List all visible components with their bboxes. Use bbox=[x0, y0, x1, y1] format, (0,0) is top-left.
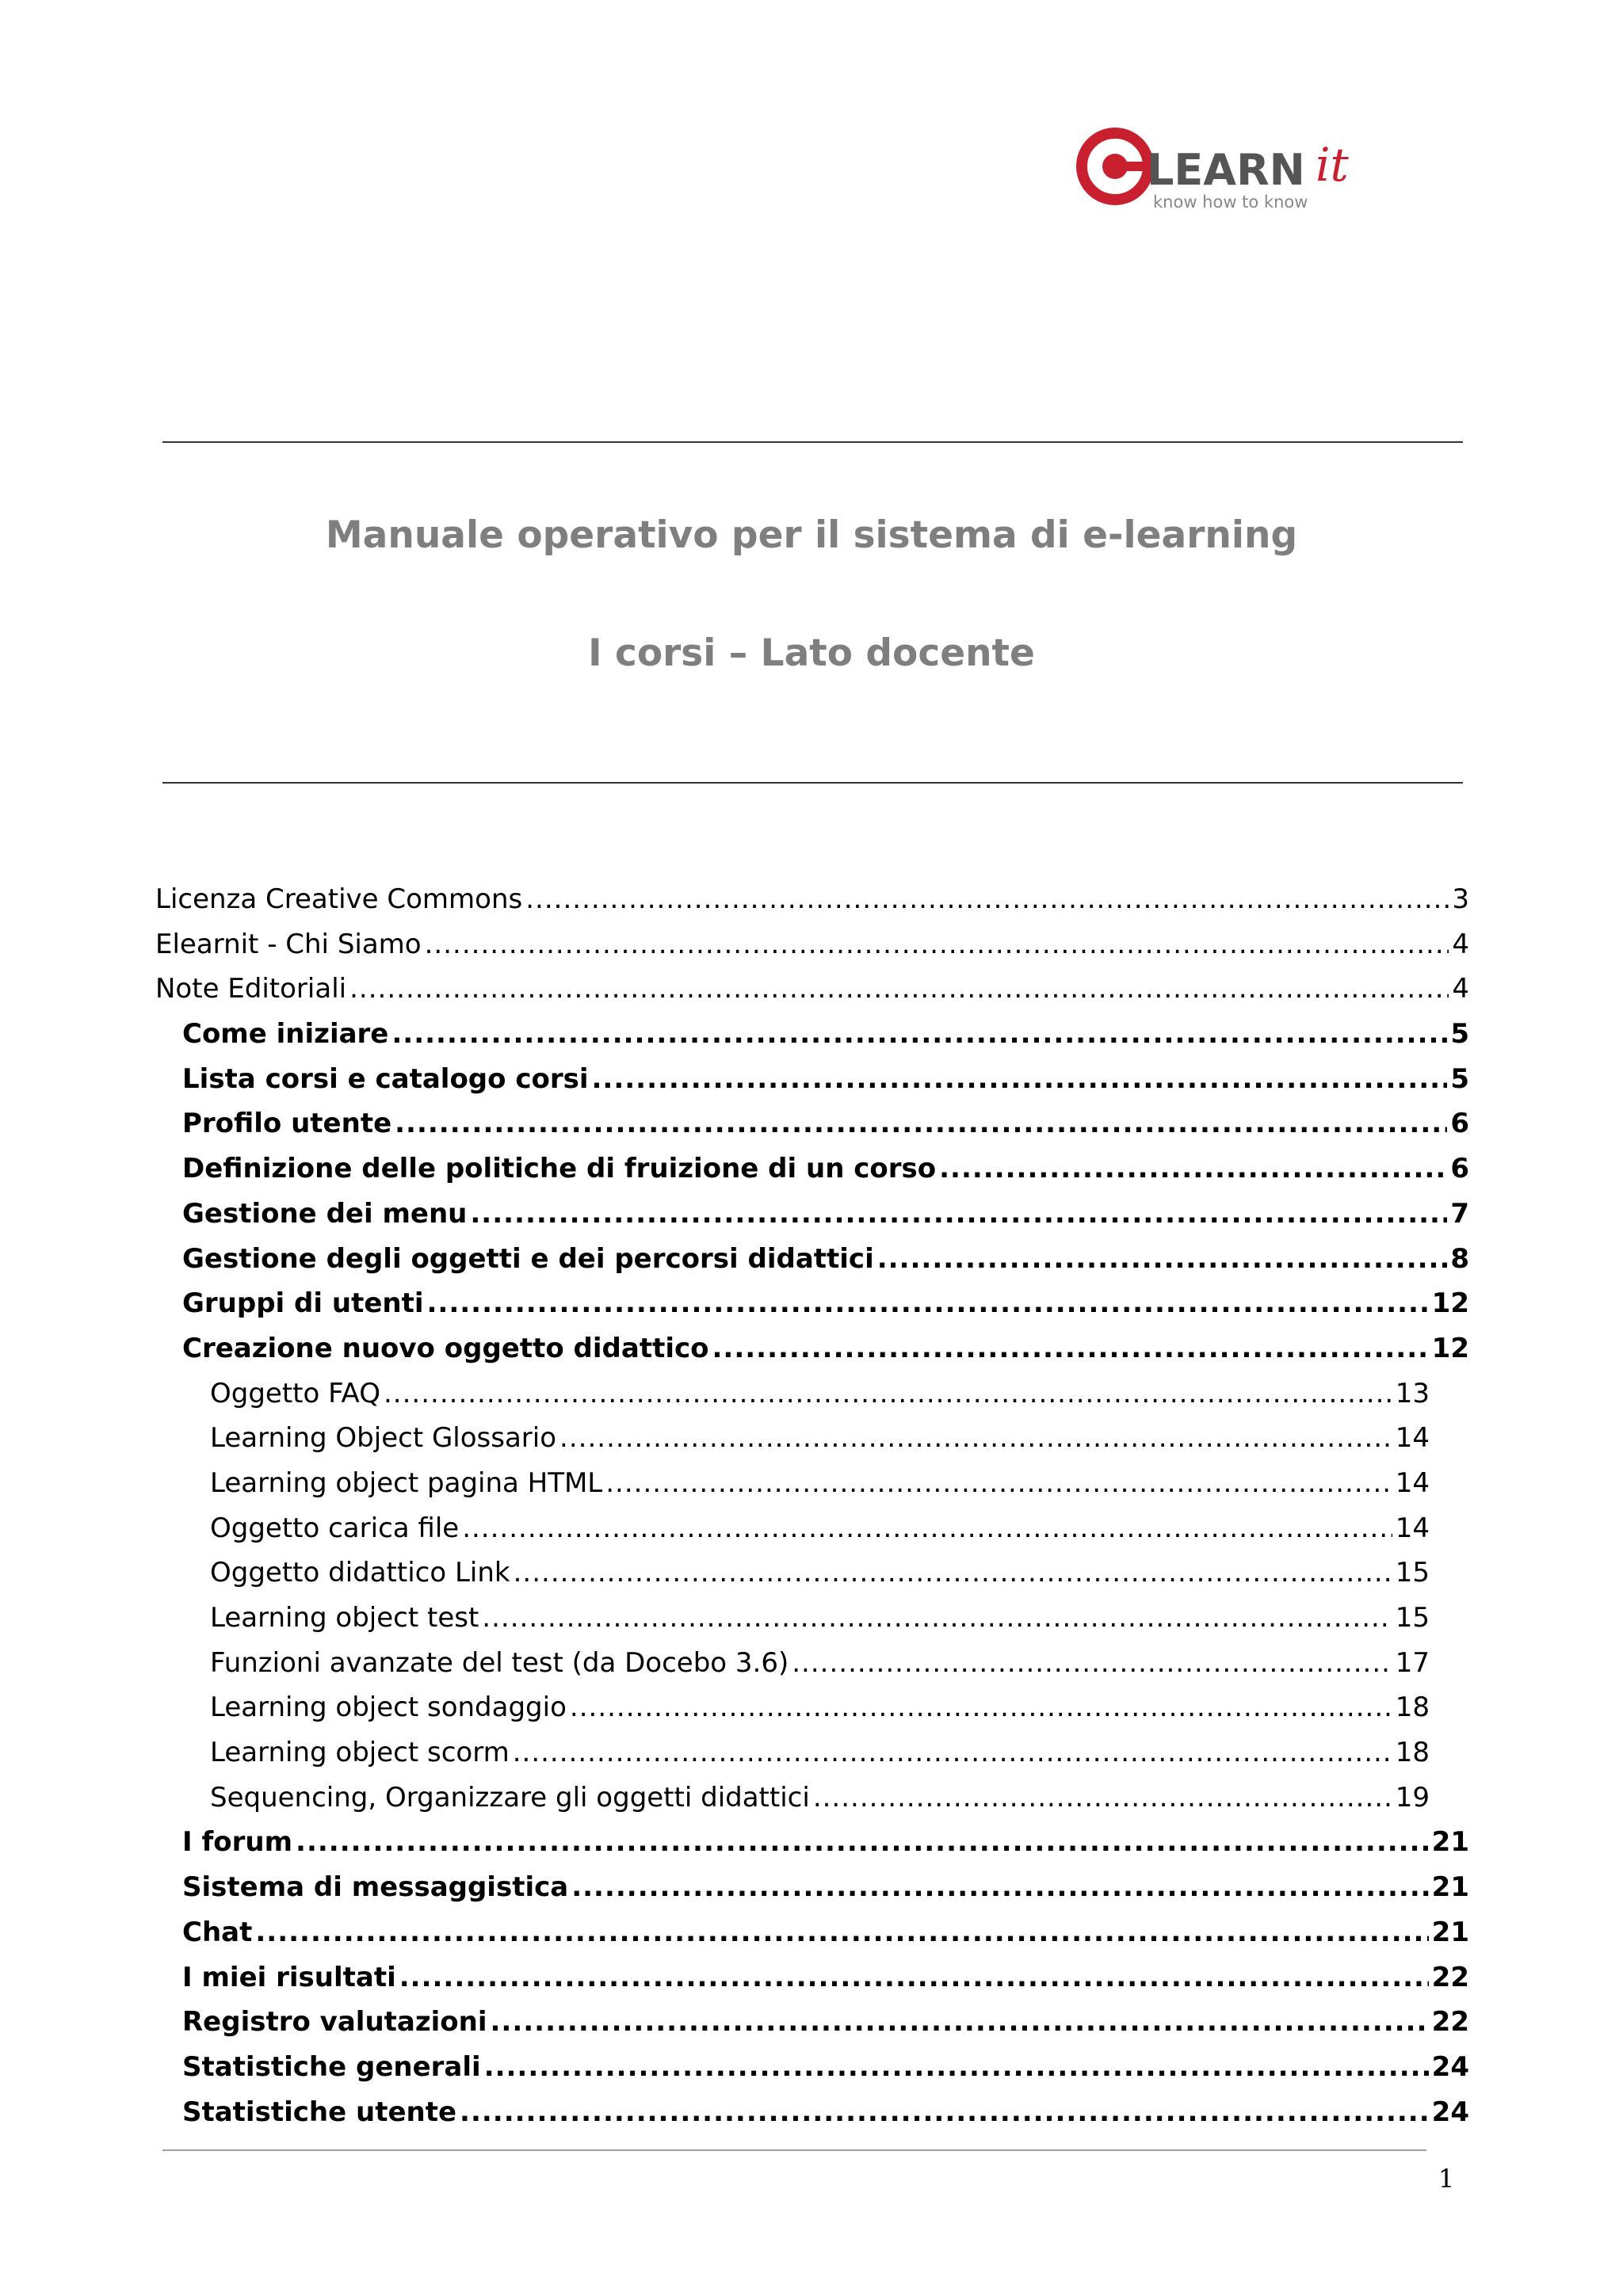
toc-entry-page: 22 bbox=[1431, 1961, 1469, 1993]
toc-entry-title: Come iniziare bbox=[182, 1018, 389, 1051]
toc-dot-leader bbox=[513, 1730, 1392, 1775]
toc-entry-title: Licenza Creative Commons bbox=[155, 883, 523, 915]
logo-tagline: know how to know bbox=[1153, 193, 1308, 212]
toc-entry[interactable] bbox=[155, 2045, 1469, 2090]
toc-entry-page: 24 bbox=[1431, 2096, 1469, 2128]
toc-dot-leader bbox=[514, 1550, 1392, 1596]
toc-dot-leader bbox=[255, 1910, 1428, 1955]
toc-entry-page: 21 bbox=[1431, 1916, 1469, 1948]
toc-dot-leader bbox=[570, 1685, 1392, 1730]
toc-dot-leader bbox=[877, 1237, 1448, 1282]
page-number: 1 bbox=[1438, 2164, 1455, 2194]
toc-entry-title: Chat bbox=[182, 1916, 253, 1948]
toc-entry-title: Learning object scorm bbox=[210, 1737, 510, 1769]
toc-entry-title: I forum bbox=[182, 1826, 293, 1859]
toc-entry[interactable] bbox=[155, 1416, 1430, 1461]
toc-dot-leader bbox=[391, 1012, 1447, 1057]
toc-entry[interactable] bbox=[155, 1685, 1430, 1730]
toc-entry-page: 18 bbox=[1395, 1691, 1430, 1724]
toc-dot-leader bbox=[605, 1461, 1392, 1506]
toc-entry-page: 15 bbox=[1395, 1557, 1430, 1589]
toc-entry-title: Learning Object Glossario bbox=[210, 1422, 557, 1455]
toc-entry[interactable] bbox=[155, 1192, 1469, 1237]
toc-entry[interactable] bbox=[155, 1371, 1430, 1417]
toc-entry[interactable] bbox=[155, 1461, 1430, 1506]
toc-entry-page: 12 bbox=[1431, 1332, 1469, 1364]
toc-entry[interactable] bbox=[155, 2000, 1469, 2045]
toc-entry-title: Learning object test bbox=[210, 1602, 479, 1634]
toc-entry-page: 6 bbox=[1450, 1108, 1469, 1140]
toc-entry-page: 4 bbox=[1452, 928, 1469, 960]
toc-entry-title: Profilo utente bbox=[182, 1108, 392, 1140]
toc-entry[interactable] bbox=[155, 967, 1469, 1012]
toc-entry-page: 4 bbox=[1452, 973, 1469, 1005]
toc-entry[interactable] bbox=[155, 1281, 1469, 1326]
toc-entry-title: Statistiche utente bbox=[182, 2096, 457, 2128]
toc-dot-leader bbox=[712, 1326, 1429, 1371]
toc-entry-page: 14 bbox=[1395, 1466, 1430, 1499]
toc-entry-title: Note Editoriali bbox=[155, 973, 347, 1005]
toc-entry[interactable] bbox=[155, 1506, 1430, 1551]
toc-dot-leader bbox=[384, 1371, 1392, 1417]
toc-entry-title: I miei risultati bbox=[182, 1961, 396, 1993]
toc-dot-leader bbox=[349, 967, 1449, 1012]
elearnit-logo bbox=[1074, 117, 1391, 220]
toc-dot-leader bbox=[482, 1596, 1392, 1641]
toc-entry[interactable] bbox=[155, 1955, 1469, 2000]
toc-dot-leader bbox=[462, 1506, 1392, 1551]
toc-entry[interactable] bbox=[155, 922, 1469, 967]
toc-entry-page: 19 bbox=[1395, 1781, 1430, 1814]
toc-entry-page: 6 bbox=[1450, 1153, 1469, 1185]
toc-dot-leader bbox=[427, 1281, 1429, 1326]
toc-entry-title: Definizione delle politiche di fruizione di un corso bbox=[182, 1153, 937, 1185]
toc-dot-leader bbox=[813, 1775, 1392, 1821]
toc-dot-leader bbox=[425, 922, 1449, 967]
toc-entry-page: 12 bbox=[1431, 1287, 1469, 1320]
toc-dot-leader bbox=[571, 1865, 1428, 1910]
toc-dot-leader bbox=[484, 2045, 1429, 2090]
toc-entry[interactable] bbox=[155, 1146, 1469, 1192]
toc-entry[interactable] bbox=[155, 1326, 1469, 1371]
toc-entry[interactable] bbox=[155, 1550, 1430, 1596]
toc-entry-title: Sistema di messaggistica bbox=[182, 1871, 569, 1904]
toc-entry[interactable] bbox=[155, 1730, 1430, 1775]
toc-entry[interactable] bbox=[155, 2090, 1469, 2135]
top-divider bbox=[162, 441, 1463, 443]
toc-entry[interactable] bbox=[155, 1820, 1469, 1865]
toc-entry-title: Oggetto FAQ bbox=[210, 1377, 380, 1409]
toc-entry-title: Oggetto didattico Link bbox=[210, 1557, 510, 1589]
toc-entry[interactable] bbox=[155, 1057, 1469, 1102]
toc-dot-leader bbox=[559, 1416, 1392, 1461]
toc-entry-title: Sequencing, Organizzare gli oggetti didattici bbox=[210, 1781, 810, 1814]
logo-it-text: it bbox=[1316, 138, 1349, 192]
logo-text: LEARN bbox=[1147, 145, 1305, 195]
toc-entry-page: 7 bbox=[1450, 1197, 1469, 1230]
toc-entry-page: 13 bbox=[1395, 1377, 1430, 1409]
toc-dot-leader bbox=[399, 1955, 1429, 2000]
toc-dot-leader bbox=[395, 1101, 1447, 1146]
footer-divider bbox=[162, 2149, 1426, 2151]
toc-dot-leader bbox=[460, 2090, 1429, 2135]
toc-entry-page: 8 bbox=[1450, 1242, 1469, 1275]
toc-entry-page: 22 bbox=[1431, 2006, 1469, 2039]
toc-entry-title: Gruppi di utenti bbox=[182, 1287, 424, 1320]
toc-entry-title: Gestione dei menu bbox=[182, 1197, 468, 1230]
toc-entry-title: Oggetto carica file bbox=[210, 1512, 460, 1544]
toc-entry-title: Creazione nuovo oggetto didattico bbox=[182, 1332, 709, 1364]
toc-dot-leader bbox=[792, 1641, 1392, 1686]
toc-entry[interactable] bbox=[155, 1910, 1469, 1955]
toc-entry-page: 3 bbox=[1452, 883, 1469, 915]
toc-dot-leader bbox=[939, 1146, 1447, 1192]
toc-entry-page: 24 bbox=[1431, 2050, 1469, 2083]
toc-entry-title: Elearnit - Chi Siamo bbox=[155, 928, 422, 960]
toc-entry[interactable] bbox=[155, 1237, 1469, 1282]
toc-entry[interactable] bbox=[155, 1865, 1469, 1910]
toc-dot-leader bbox=[592, 1057, 1448, 1102]
toc-entry[interactable] bbox=[155, 1596, 1430, 1641]
toc-dot-leader bbox=[491, 2000, 1429, 2045]
toc-dot-leader bbox=[296, 1820, 1429, 1865]
toc-entry-page: 17 bbox=[1395, 1646, 1430, 1679]
toc-entry-page: 5 bbox=[1450, 1018, 1469, 1051]
toc-entry-title: Gestione degli oggetti e dei percorsi didattici bbox=[182, 1242, 874, 1275]
toc-dot-leader bbox=[470, 1192, 1447, 1237]
toc-entry-page: 21 bbox=[1431, 1826, 1469, 1859]
toc-entry-title: Learning object sondaggio bbox=[210, 1691, 567, 1724]
toc-entry[interactable] bbox=[155, 1775, 1430, 1821]
toc-entry-title: Lista corsi e catalogo corsi bbox=[182, 1062, 589, 1095]
toc-entry[interactable] bbox=[155, 877, 1469, 922]
e-circle-icon bbox=[1082, 133, 1151, 200]
toc-entry-page: 5 bbox=[1450, 1062, 1469, 1095]
toc-entry-title: Statistiche generali bbox=[182, 2050, 481, 2083]
toc-dot-leader bbox=[525, 877, 1449, 922]
toc-entry-page: 14 bbox=[1395, 1512, 1430, 1544]
toc-entry[interactable] bbox=[155, 1101, 1469, 1146]
toc-entry-title: Learning object pagina HTML bbox=[210, 1466, 603, 1499]
document-subtitle: I corsi – Lato docente bbox=[588, 631, 1035, 675]
toc-entry[interactable] bbox=[155, 1012, 1469, 1057]
toc-entry-title: Registro valutazioni bbox=[182, 2006, 487, 2039]
toc-entry[interactable] bbox=[155, 1641, 1430, 1686]
document-title: Manuale operativo per il sistema di e-learning bbox=[325, 513, 1298, 557]
toc-entry-page: 18 bbox=[1395, 1737, 1430, 1769]
title-divider bbox=[162, 782, 1463, 784]
toc-entry-title: Funzioni avanzate del test (da Docebo 3.6) bbox=[210, 1646, 789, 1679]
toc-entry-page: 14 bbox=[1395, 1422, 1430, 1455]
table-of-contents bbox=[155, 877, 1469, 2134]
toc-entry-page: 15 bbox=[1395, 1602, 1430, 1634]
toc-entry-page: 21 bbox=[1431, 1871, 1469, 1904]
